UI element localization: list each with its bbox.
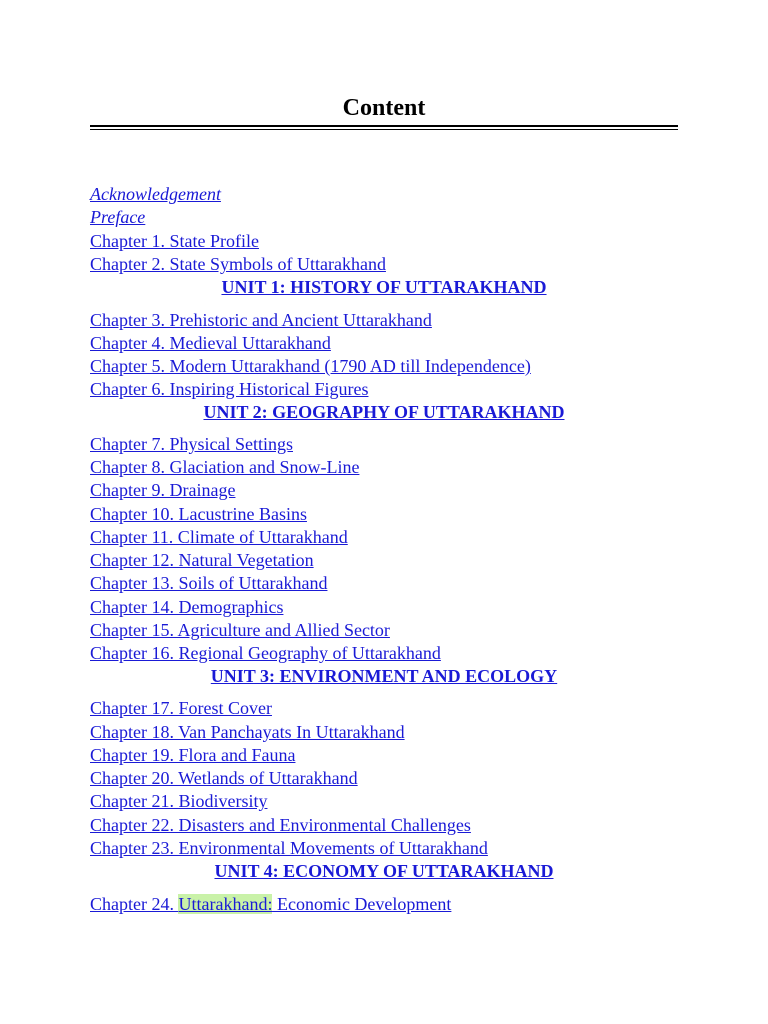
toc-link-chapter-6[interactable]: Chapter 6. Inspiring Historical Figures [90,379,369,399]
toc-link-chapter-13[interactable]: Chapter 13. Soils of Uttarakhand [90,573,328,593]
toc-link-chapter-8[interactable]: Chapter 8. Glaciation and Snow-Line [90,457,360,477]
chapter-24-highlight: Uttarakhand: [178,894,273,914]
unit-heading-4 [0,860,768,882]
toc-link-chapter-4[interactable]: Chapter 4. Medieval Uttarakhand [90,333,331,353]
toc-link-chapter-12[interactable]: Chapter 12. Natural Vegetation [90,550,314,570]
toc-link-chapter-1[interactable]: Chapter 1. State Profile [90,231,259,251]
chapter-24-prefix: Chapter 24. [90,894,179,914]
toc-link-chapter-18[interactable]: Chapter 18. Van Panchayats In Uttarakhand [90,722,405,742]
toc-link-chapter-7[interactable]: Chapter 7. Physical Settings [90,434,293,454]
unit-heading-1 [0,276,768,298]
unit-heading-3 [0,665,768,687]
toc-link-chapter-11[interactable]: Chapter 11. Climate of Uttarakhand [90,527,348,547]
toc-link-chapter-3[interactable]: Chapter 3. Prehistoric and Ancient Uttarakhand [90,310,432,330]
title-rule-top [90,125,678,127]
unit-4-link[interactable]: UNIT 4: ECONOMY OF UTTARAKHAND [214,861,554,881]
toc-link-chapter-19[interactable]: Chapter 19. Flora and Fauna [90,745,296,765]
toc-link-chapter-23[interactable]: Chapter 23. Environmental Movements of Uttarakhand [90,838,488,858]
toc-link-chapter-15[interactable]: Chapter 15. Agriculture and Allied Sector [90,620,390,640]
toc-link-chapter-16[interactable]: Chapter 16. Regional Geography of Uttarakhand [90,643,441,663]
toc-link-preface[interactable]: Preface [90,207,146,227]
toc-link-chapter-14[interactable]: Chapter 14. Demographics [90,597,284,617]
chapter-24-suffix: Economic Development [272,894,452,914]
title-rule-bottom [90,129,678,130]
page-title: Content [342,95,426,121]
unit-heading-2 [0,401,768,423]
toc-link-chapter-21[interactable]: Chapter 21. Biodiversity [90,791,268,811]
unit-3-link[interactable]: UNIT 3: ENVIRONMENT AND ECOLOGY [210,666,558,686]
toc-link-chapter-9[interactable]: Chapter 9. Drainage [90,480,236,500]
toc-link-chapter-24[interactable] [90,893,451,915]
unit-1-link[interactable]: UNIT 1: HISTORY OF UTTARAKHAND [221,277,547,297]
toc-link-chapter-10[interactable]: Chapter 10. Lacustrine Basins [90,504,307,524]
toc-link-chapter-2[interactable]: Chapter 2. State Symbols of Uttarakhand [90,254,386,274]
unit-2-link[interactable]: UNIT 2: GEOGRAPHY OF UTTARAKHAND [203,402,565,422]
toc-link-chapter-22[interactable]: Chapter 22. Disasters and Environmental Challenges [90,815,471,835]
toc-link-chapter-17[interactable]: Chapter 17. Forest Cover [90,698,272,718]
toc-link-acknowledgement[interactable]: Acknowledgement [90,184,221,204]
toc-link-chapter-5[interactable]: Chapter 5. Modern Uttarakhand (1790 AD till Independence) [90,356,531,376]
toc-link-chapter-20[interactable]: Chapter 20. Wetlands of Uttarakhand [90,768,358,788]
